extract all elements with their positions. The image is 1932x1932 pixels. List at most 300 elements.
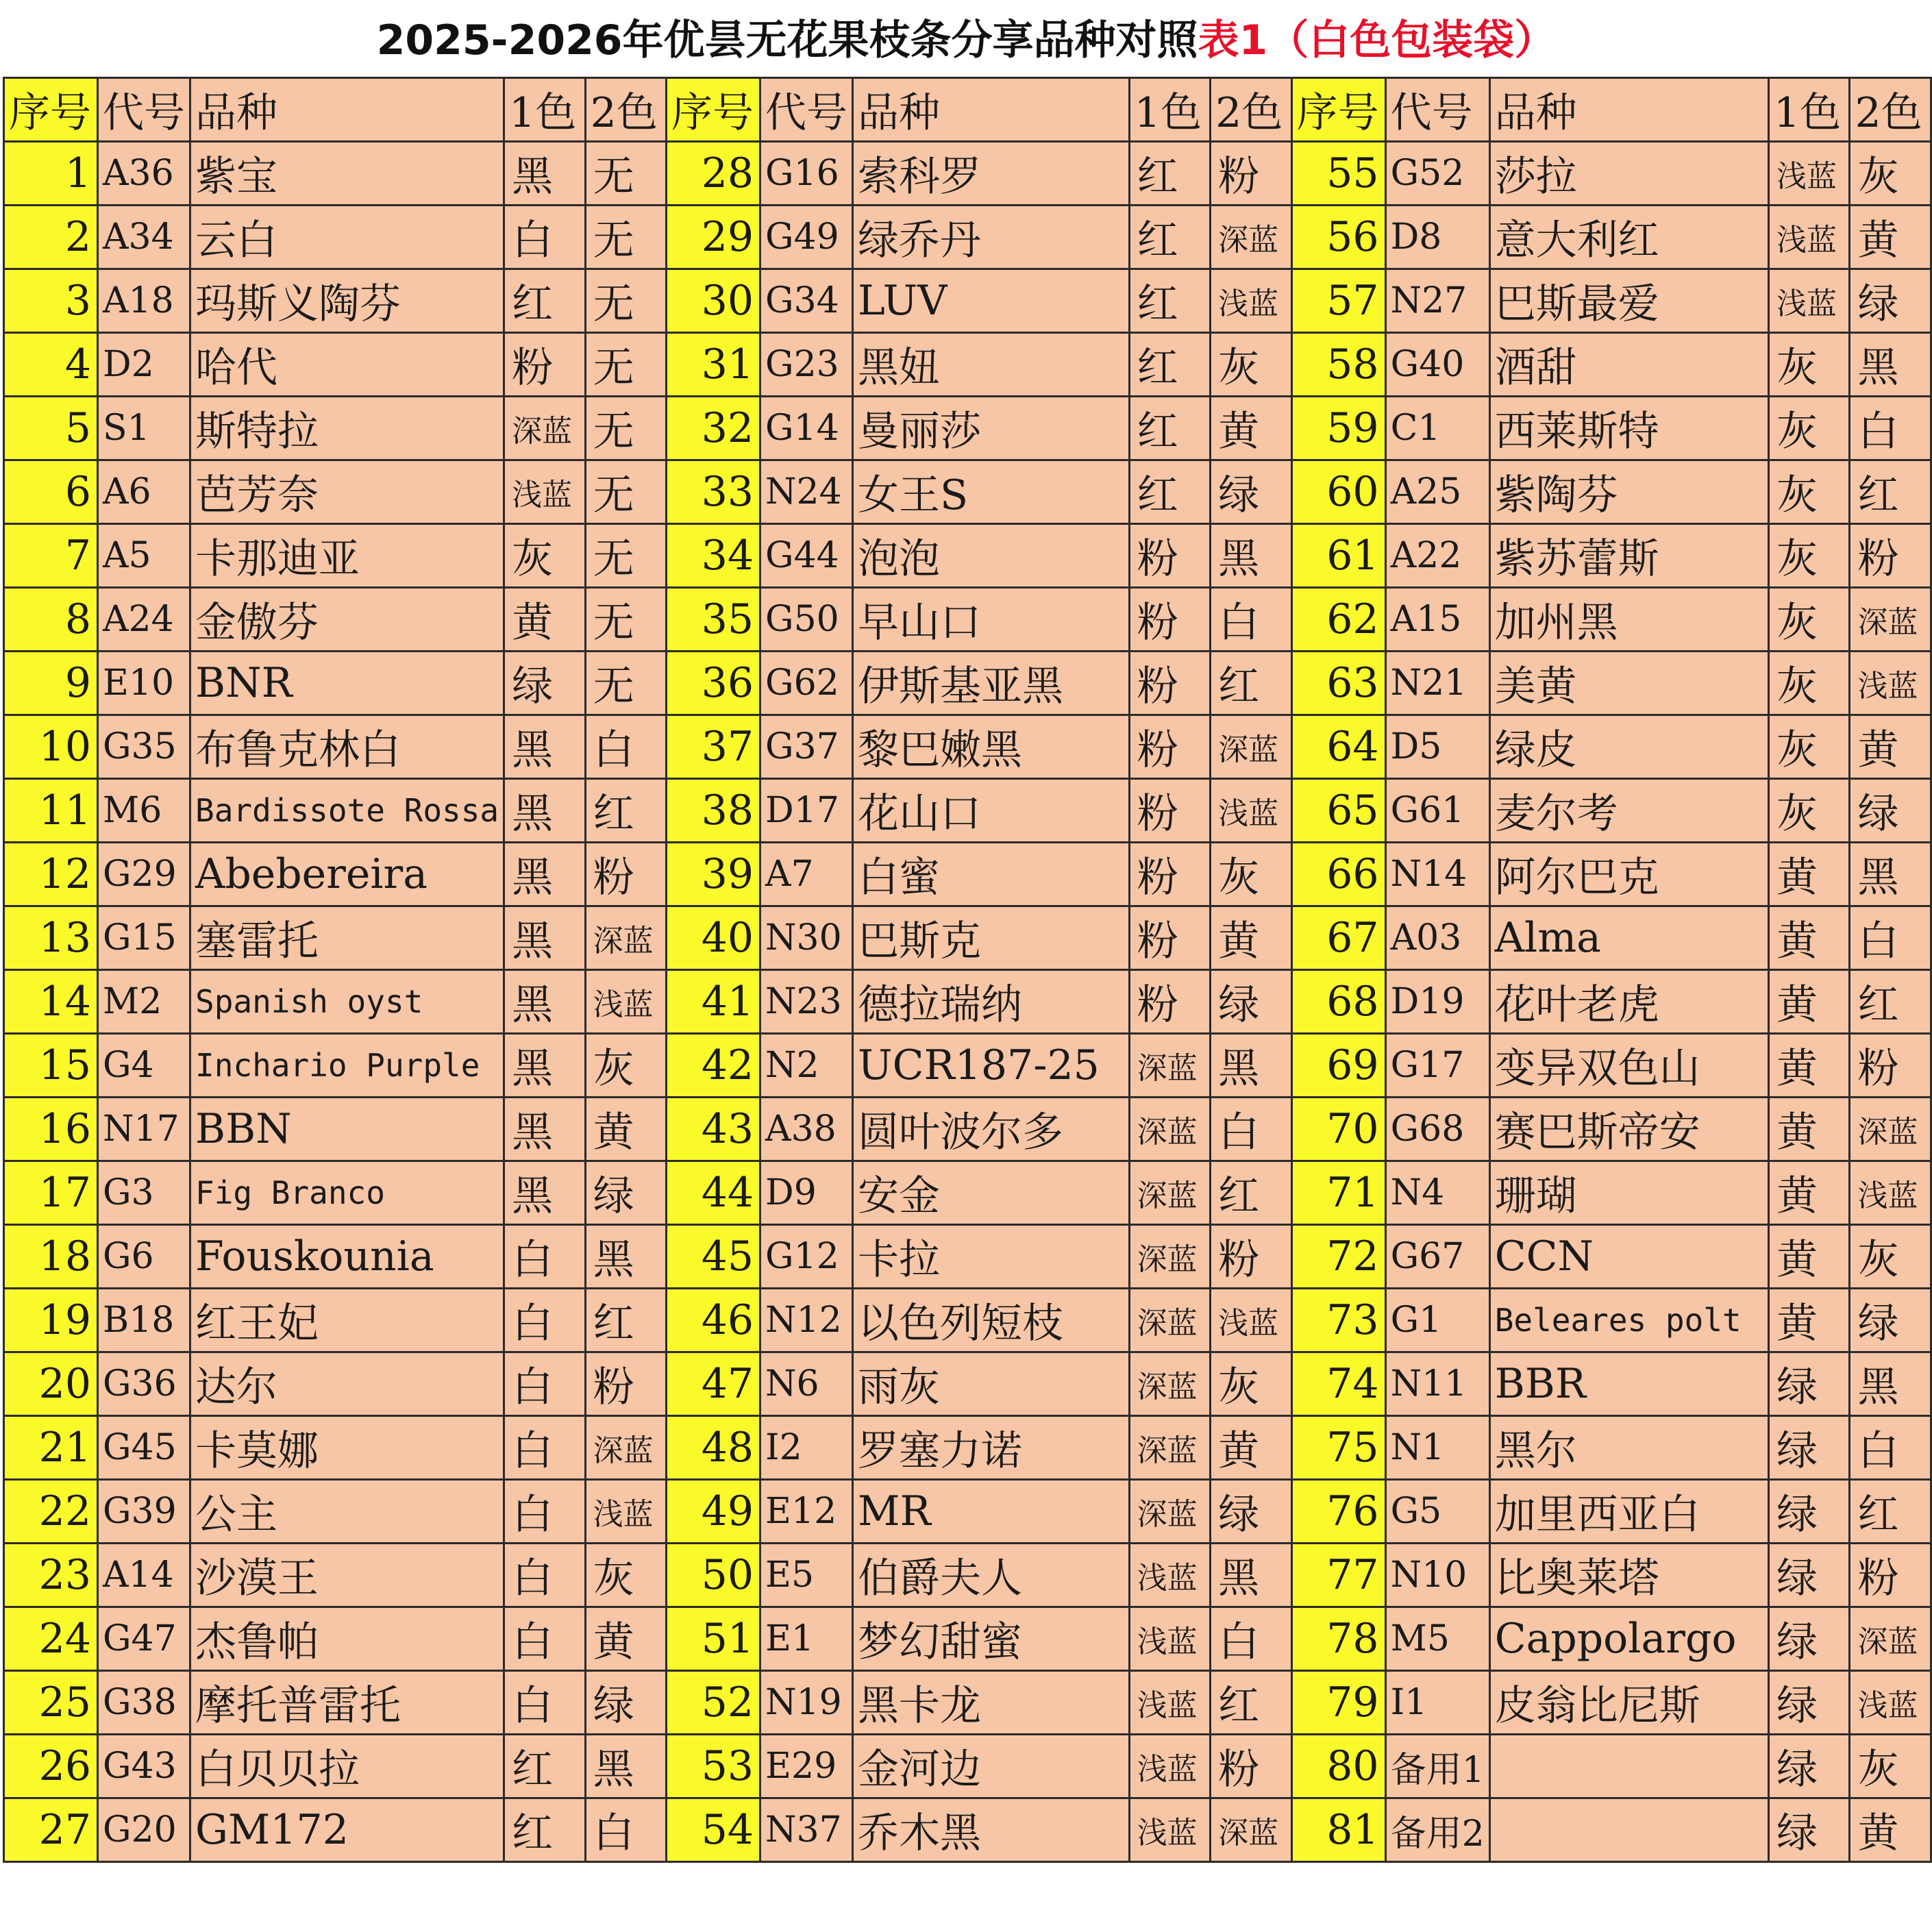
seq-cell: 73 — [1291, 1289, 1385, 1352]
color2-cell: 深蓝 — [1850, 1098, 1931, 1161]
table-body — [4, 142, 1931, 1862]
code-cell: G36 — [98, 1352, 190, 1416]
variety-cell: 紫陶芬 — [1489, 460, 1768, 524]
color1-cell: 红 — [504, 1798, 585, 1862]
variety-cell: 布鲁克林白 — [190, 715, 504, 779]
variety-cell: 卡莫娜 — [190, 1416, 504, 1480]
color2-cell: 粉 — [1850, 1034, 1931, 1098]
code-cell: G47 — [98, 1607, 190, 1671]
table-row — [4, 206, 1931, 269]
color2-cell: 白 — [585, 715, 666, 779]
header-variety: 品种 — [190, 78, 504, 142]
color1-cell: 浅蓝 — [504, 460, 585, 524]
code-cell: N21 — [1385, 652, 1489, 715]
color2-cell: 白 — [1850, 397, 1931, 460]
header-color2: 2色 — [585, 78, 666, 142]
seq-cell: 39 — [667, 843, 760, 906]
variety-cell: 白蜜 — [853, 843, 1130, 906]
seq-cell: 63 — [1291, 652, 1385, 715]
variety-cell: 安金 — [853, 1161, 1130, 1225]
color2-cell: 无 — [585, 206, 666, 269]
seq-cell: 37 — [667, 715, 760, 779]
table-row — [4, 1161, 1931, 1225]
seq-cell: 9 — [4, 652, 98, 715]
code-cell: G3 — [98, 1161, 190, 1225]
code-cell: G34 — [760, 269, 853, 333]
variety-cell: Inchario Purple — [190, 1034, 504, 1098]
variety-cell: 玛斯义陶芬 — [190, 269, 504, 333]
variety-cell: 麦尔考 — [1489, 779, 1768, 843]
color1-cell: 深蓝 — [504, 397, 585, 460]
color1-cell: 黄 — [1768, 1225, 1849, 1289]
header-variety: 品种 — [1489, 78, 1768, 142]
seq-cell: 28 — [667, 142, 760, 206]
code-cell: A36 — [98, 142, 190, 206]
color2-cell: 粉 — [1211, 1225, 1291, 1289]
seq-cell: 30 — [667, 269, 760, 333]
table-row — [4, 142, 1931, 206]
color1-cell: 绿 — [1768, 1352, 1849, 1416]
code-cell: G20 — [98, 1798, 190, 1862]
variety-cell: 比奥莱塔 — [1489, 1544, 1768, 1607]
color1-cell: 深蓝 — [1129, 1416, 1210, 1480]
header-color1: 1色 — [504, 78, 585, 142]
color2-cell: 黑 — [1211, 1034, 1291, 1098]
code-cell: M5 — [1385, 1607, 1489, 1671]
color1-cell: 浅蓝 — [1129, 1607, 1210, 1671]
code-cell: G50 — [760, 588, 853, 652]
table-row — [4, 1607, 1931, 1671]
code-cell: N37 — [760, 1798, 853, 1862]
seq-cell: 45 — [667, 1225, 760, 1289]
code-cell: E1 — [760, 1607, 853, 1671]
variety-cell: 花叶老虎 — [1489, 970, 1768, 1034]
seq-cell: 43 — [667, 1098, 760, 1161]
table-row — [4, 1416, 1931, 1480]
color1-cell: 白 — [504, 1416, 585, 1480]
variety-cell: 早山口 — [853, 588, 1130, 652]
variety-cell: 巴斯最爱 — [1489, 269, 1768, 333]
color1-cell: 黑 — [504, 715, 585, 779]
table-row — [4, 1225, 1931, 1289]
color1-cell: 粉 — [1129, 906, 1210, 970]
variety-cell: 塞雷托 — [190, 906, 504, 970]
code-cell: A22 — [1385, 524, 1489, 588]
color2-cell: 无 — [585, 652, 666, 715]
code-cell: A14 — [98, 1544, 190, 1607]
color2-cell: 绿 — [1211, 460, 1291, 524]
seq-cell: 18 — [4, 1225, 98, 1289]
code-cell: G35 — [98, 715, 190, 779]
variety-cell: 紫苏蕾斯 — [1489, 524, 1768, 588]
table-row — [4, 715, 1931, 779]
seq-cell: 50 — [667, 1544, 760, 1607]
color1-cell: 黑 — [504, 1161, 585, 1225]
variety-cell: MR — [853, 1480, 1130, 1544]
table-row — [4, 843, 1931, 906]
seq-cell: 74 — [1291, 1352, 1385, 1416]
color2-cell: 黄 — [1850, 715, 1931, 779]
seq-cell: 53 — [667, 1735, 760, 1798]
color2-cell: 黑 — [1850, 843, 1931, 906]
code-cell: G38 — [98, 1671, 190, 1735]
color1-cell: 粉 — [504, 333, 585, 397]
variety-cell: 珊瑚 — [1489, 1161, 1768, 1225]
color1-cell: 红 — [1129, 397, 1210, 460]
color2-cell: 浅蓝 — [1850, 652, 1931, 715]
header-color1: 1色 — [1129, 78, 1210, 142]
color2-cell: 灰 — [585, 1544, 666, 1607]
variety-cell: 酒甜 — [1489, 333, 1768, 397]
code-cell: G14 — [760, 397, 853, 460]
color2-cell: 黑 — [585, 1735, 666, 1798]
color2-cell: 黄 — [1211, 906, 1291, 970]
seq-cell: 8 — [4, 588, 98, 652]
color2-cell: 灰 — [585, 1034, 666, 1098]
code-cell: E12 — [760, 1480, 853, 1544]
variety-cell: 摩托普雷托 — [190, 1671, 504, 1735]
color2-cell: 深蓝 — [585, 906, 666, 970]
seq-cell: 22 — [4, 1480, 98, 1544]
code-cell: D5 — [1385, 715, 1489, 779]
color2-cell: 深蓝 — [585, 1416, 666, 1480]
variety-cell: 泡泡 — [853, 524, 1130, 588]
code-cell: N11 — [1385, 1352, 1489, 1416]
color1-cell: 红 — [504, 1735, 585, 1798]
seq-cell: 69 — [1291, 1034, 1385, 1098]
seq-cell: 38 — [667, 779, 760, 843]
color2-cell: 浅蓝 — [585, 970, 666, 1034]
title-accent: 表1（白色包装袋） — [1198, 16, 1556, 64]
variety-cell: GM172 — [190, 1798, 504, 1862]
code-cell: M2 — [98, 970, 190, 1034]
color2-cell: 灰 — [1211, 333, 1291, 397]
color1-cell: 深蓝 — [1129, 1352, 1210, 1416]
color2-cell: 红 — [1211, 652, 1291, 715]
seq-cell: 58 — [1291, 333, 1385, 397]
variety-cell: CCN — [1489, 1225, 1768, 1289]
table-row — [4, 460, 1931, 524]
color1-cell: 深蓝 — [1129, 1098, 1210, 1161]
header-code: 代号 — [760, 78, 853, 142]
color2-cell: 绿 — [1850, 779, 1931, 843]
seq-cell: 77 — [1291, 1544, 1385, 1607]
seq-cell: 55 — [1291, 142, 1385, 206]
color1-cell: 黄 — [1768, 1161, 1849, 1225]
code-cell: D8 — [1385, 206, 1489, 269]
color2-cell: 无 — [585, 460, 666, 524]
code-cell: N19 — [760, 1671, 853, 1735]
variety-cell: 巴斯克 — [853, 906, 1130, 970]
table-row — [4, 906, 1931, 970]
code-cell: G67 — [1385, 1225, 1489, 1289]
color2-cell: 浅蓝 — [1850, 1161, 1931, 1225]
color1-cell: 红 — [504, 269, 585, 333]
variety-cell: 索科罗 — [853, 142, 1130, 206]
variety-cell: 加州黑 — [1489, 588, 1768, 652]
color1-cell: 黄 — [1768, 1289, 1849, 1352]
header-color2: 2色 — [1850, 78, 1931, 142]
color2-cell: 深蓝 — [1211, 715, 1291, 779]
seq-cell: 59 — [1291, 397, 1385, 460]
variety-cell: BBR — [1489, 1352, 1768, 1416]
variety-cell: 卡拉 — [853, 1225, 1130, 1289]
seq-cell: 42 — [667, 1034, 760, 1098]
table-row — [4, 1735, 1931, 1798]
code-cell: E29 — [760, 1735, 853, 1798]
variety-cell: 女王S — [853, 460, 1130, 524]
color1-cell: 白 — [504, 1544, 585, 1607]
seq-cell: 3 — [4, 269, 98, 333]
color2-cell: 灰 — [1850, 1225, 1931, 1289]
code-cell: A24 — [98, 588, 190, 652]
color2-cell: 粉 — [585, 843, 666, 906]
seq-cell: 32 — [667, 397, 760, 460]
color2-cell: 红 — [1850, 460, 1931, 524]
code-cell: N6 — [760, 1352, 853, 1416]
variety-cell: 公主 — [190, 1480, 504, 1544]
header-seq: 序号 — [1291, 78, 1385, 142]
code-cell: I2 — [760, 1416, 853, 1480]
seq-cell: 5 — [4, 397, 98, 460]
seq-cell: 20 — [4, 1352, 98, 1416]
seq-cell: 34 — [667, 524, 760, 588]
code-cell: N30 — [760, 906, 853, 970]
page-title — [0, 0, 1932, 75]
variety-cell: Beleares polt — [1489, 1289, 1768, 1352]
variety-cell: Alma — [1489, 906, 1768, 970]
color1-cell: 黑 — [504, 142, 585, 206]
variety-cell: 达尔 — [190, 1352, 504, 1416]
color1-cell: 绿 — [1768, 1671, 1849, 1735]
variety-cell: 白贝贝拉 — [190, 1735, 504, 1798]
color2-cell: 黑 — [1211, 1544, 1291, 1607]
variety-cell: 圆叶波尔多 — [853, 1098, 1130, 1161]
seq-cell: 29 — [667, 206, 760, 269]
code-cell: N10 — [1385, 1544, 1489, 1607]
seq-cell: 57 — [1291, 269, 1385, 333]
variety-cell: UCR187-25 — [853, 1034, 1130, 1098]
variety-cell: 伯爵夫人 — [853, 1544, 1130, 1607]
code-cell: D9 — [760, 1161, 853, 1225]
color1-cell: 粉 — [1129, 843, 1210, 906]
color1-cell: 粉 — [1129, 779, 1210, 843]
table-row — [4, 1352, 1931, 1416]
seq-cell: 78 — [1291, 1607, 1385, 1671]
code-cell: G29 — [98, 843, 190, 906]
seq-cell: 6 — [4, 460, 98, 524]
color1-cell: 黑 — [504, 906, 585, 970]
color1-cell: 绿 — [1768, 1416, 1849, 1480]
code-cell: G43 — [98, 1735, 190, 1798]
color2-cell: 红 — [1850, 1480, 1931, 1544]
variety-cell — [1489, 1798, 1768, 1862]
seq-cell: 27 — [4, 1798, 98, 1862]
variety-cell: BNR — [190, 652, 504, 715]
color1-cell: 白 — [504, 1352, 585, 1416]
color2-cell: 深蓝 — [1850, 588, 1931, 652]
table-row — [4, 333, 1931, 397]
variety-cell: 杰鲁帕 — [190, 1607, 504, 1671]
color1-cell: 黄 — [1768, 970, 1849, 1034]
seq-cell: 24 — [4, 1607, 98, 1671]
table-row — [4, 1034, 1931, 1098]
seq-cell: 48 — [667, 1416, 760, 1480]
table-row — [4, 588, 1931, 652]
color2-cell: 灰 — [1211, 1352, 1291, 1416]
variety-table — [3, 77, 1932, 1863]
color2-cell: 红 — [1850, 970, 1931, 1034]
seq-cell: 72 — [1291, 1225, 1385, 1289]
code-cell: M6 — [98, 779, 190, 843]
color1-cell: 浅蓝 — [1129, 1735, 1210, 1798]
variety-cell: 乔木黑 — [853, 1798, 1130, 1862]
color1-cell: 黑 — [504, 843, 585, 906]
header-seq: 序号 — [667, 78, 760, 142]
code-cell: G62 — [760, 652, 853, 715]
table-row — [4, 1289, 1931, 1352]
color2-cell: 红 — [1211, 1161, 1291, 1225]
seq-cell: 54 — [667, 1798, 760, 1862]
seq-cell: 40 — [667, 906, 760, 970]
color2-cell: 粉 — [1211, 142, 1291, 206]
table-row — [4, 652, 1931, 715]
seq-cell: 79 — [1291, 1671, 1385, 1735]
color2-cell: 红 — [585, 1289, 666, 1352]
table-row — [4, 1671, 1931, 1735]
color2-cell: 黄 — [585, 1098, 666, 1161]
code-cell: A6 — [98, 460, 190, 524]
seq-cell: 33 — [667, 460, 760, 524]
code-cell: N2 — [760, 1034, 853, 1098]
color1-cell: 绿 — [504, 652, 585, 715]
color1-cell: 黄 — [1768, 1098, 1849, 1161]
color1-cell: 绿 — [1768, 1544, 1849, 1607]
variety-cell: LUV — [853, 269, 1130, 333]
variety-cell: 黑卡龙 — [853, 1671, 1130, 1735]
code-cell: D2 — [98, 333, 190, 397]
variety-cell: 芭芳奈 — [190, 460, 504, 524]
code-cell: G49 — [760, 206, 853, 269]
color1-cell: 粉 — [1129, 715, 1210, 779]
code-cell: N4 — [1385, 1161, 1489, 1225]
color2-cell: 灰 — [1850, 142, 1931, 206]
color1-cell: 深蓝 — [1129, 1289, 1210, 1352]
color2-cell: 浅蓝 — [1211, 269, 1291, 333]
variety-cell: Fouskounia — [190, 1225, 504, 1289]
seq-cell: 66 — [1291, 843, 1385, 906]
seq-cell: 11 — [4, 779, 98, 843]
color1-cell: 深蓝 — [1129, 1034, 1210, 1098]
table-row — [4, 970, 1931, 1034]
code-cell: N14 — [1385, 843, 1489, 906]
code-cell: N12 — [760, 1289, 853, 1352]
variety-cell: Fig Branco — [190, 1161, 504, 1225]
seq-cell: 62 — [1291, 588, 1385, 652]
color2-cell: 绿 — [585, 1161, 666, 1225]
color2-cell: 红 — [1211, 1671, 1291, 1735]
code-cell: N27 — [1385, 269, 1489, 333]
color2-cell: 浅蓝 — [585, 1480, 666, 1544]
color1-cell: 深蓝 — [1129, 1480, 1210, 1544]
color2-cell: 白 — [1211, 1098, 1291, 1161]
seq-cell: 23 — [4, 1544, 98, 1607]
code-cell: G15 — [98, 906, 190, 970]
color2-cell: 无 — [585, 269, 666, 333]
color1-cell: 绿 — [1768, 1607, 1849, 1671]
variety-cell — [1489, 1735, 1768, 1798]
code-cell: C1 — [1385, 397, 1489, 460]
header-seq: 序号 — [4, 78, 98, 142]
color2-cell: 白 — [1211, 588, 1291, 652]
code-cell: N17 — [98, 1098, 190, 1161]
code-cell: G61 — [1385, 779, 1489, 843]
variety-cell: 皮翁比尼斯 — [1489, 1671, 1768, 1735]
variety-cell: 梦幻甜蜜 — [853, 1607, 1130, 1671]
color1-cell: 浅蓝 — [1768, 142, 1849, 206]
seq-cell: 56 — [1291, 206, 1385, 269]
variety-cell: 黑尔 — [1489, 1416, 1768, 1480]
seq-cell: 71 — [1291, 1161, 1385, 1225]
color1-cell: 黑 — [504, 970, 585, 1034]
color2-cell: 粉 — [585, 1352, 666, 1416]
variety-cell: 曼丽莎 — [853, 397, 1130, 460]
color1-cell: 粉 — [1129, 970, 1210, 1034]
color1-cell: 浅蓝 — [1768, 269, 1849, 333]
seq-cell: 60 — [1291, 460, 1385, 524]
variety-cell: Abebereira — [190, 843, 504, 906]
title-main: 2025-2026年优昙无花果枝条分享品种对照 — [376, 16, 1198, 64]
color2-cell: 黄 — [1850, 1798, 1931, 1862]
color1-cell: 白 — [504, 1225, 585, 1289]
color1-cell: 灰 — [1768, 715, 1849, 779]
seq-cell: 68 — [1291, 970, 1385, 1034]
color1-cell: 白 — [504, 1289, 585, 1352]
variety-cell: 意大利红 — [1489, 206, 1768, 269]
color1-cell: 黄 — [1768, 1034, 1849, 1098]
color1-cell: 黑 — [504, 779, 585, 843]
color1-cell: 灰 — [1768, 652, 1849, 715]
color2-cell: 红 — [585, 779, 666, 843]
color1-cell: 红 — [1129, 142, 1210, 206]
color1-cell: 黄 — [504, 588, 585, 652]
seq-cell: 64 — [1291, 715, 1385, 779]
code-cell: A15 — [1385, 588, 1489, 652]
color1-cell: 粉 — [1129, 652, 1210, 715]
variety-cell: 美黄 — [1489, 652, 1768, 715]
seq-cell: 61 — [1291, 524, 1385, 588]
variety-cell: 红王妃 — [190, 1289, 504, 1352]
code-cell: N1 — [1385, 1416, 1489, 1480]
variety-cell: 金河边 — [853, 1735, 1130, 1798]
color2-cell: 绿 — [1211, 970, 1291, 1034]
color1-cell: 黑 — [504, 1098, 585, 1161]
code-cell: G5 — [1385, 1480, 1489, 1544]
seq-cell: 46 — [667, 1289, 760, 1352]
code-cell: G17 — [1385, 1034, 1489, 1098]
code-cell: G45 — [98, 1416, 190, 1480]
color2-cell: 灰 — [1211, 843, 1291, 906]
seq-cell: 26 — [4, 1735, 98, 1798]
color1-cell: 灰 — [504, 524, 585, 588]
header-variety: 品种 — [853, 78, 1130, 142]
color2-cell: 深蓝 — [1211, 206, 1291, 269]
color2-cell: 浅蓝 — [1211, 1289, 1291, 1352]
code-cell: D17 — [760, 779, 853, 843]
color1-cell: 浅蓝 — [1129, 1544, 1210, 1607]
color2-cell: 浅蓝 — [1211, 779, 1291, 843]
variety-cell: 黎巴嫩黑 — [853, 715, 1130, 779]
